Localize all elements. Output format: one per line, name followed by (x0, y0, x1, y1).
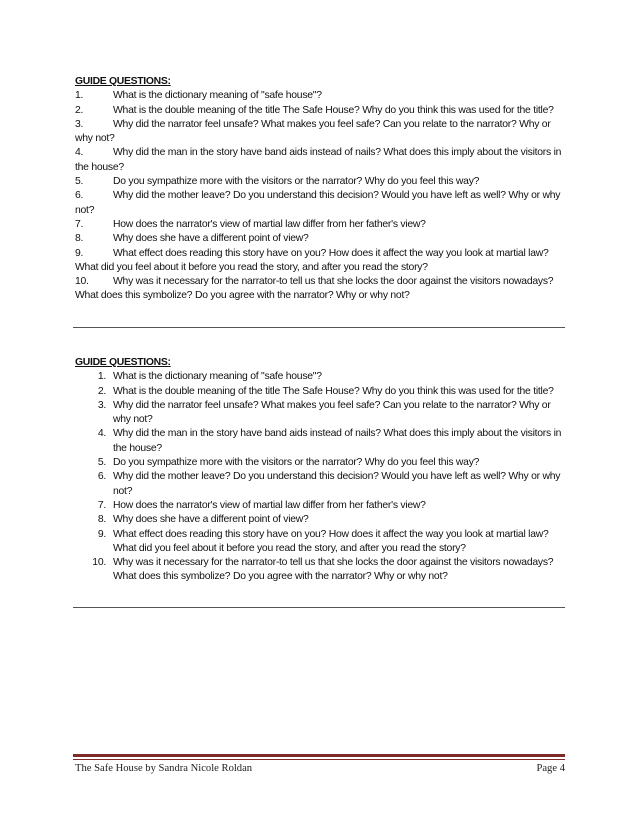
question-number: 4. (75, 147, 84, 159)
question-number: 2. (75, 104, 84, 116)
question-text: What effect does reading this story have on you? How does it affect the way you look at martial law? What did you feel about it before you read the story, and after you read the story? (113, 528, 549, 554)
section-divider (73, 607, 565, 608)
section-heading: GUIDE QUESTIONS: (75, 357, 171, 368)
question-item (75, 456, 567, 470)
question-item (75, 146, 567, 175)
question-text: Why did the narrator feel unsafe? What makes you feel safe? Can you relate to the narrator? Why or why not? (75, 118, 551, 145)
page-number: Page 4 (536, 763, 565, 774)
question-item (75, 175, 567, 189)
section-divider (73, 327, 565, 328)
question-number: 7. (97, 499, 106, 511)
question-number: 9. (97, 528, 106, 540)
question-text: How does the narrator's view of martial law differ from her father's view? (113, 499, 426, 511)
question-text: Do you sympathize more with the visitors or the narrator? Why do you feel this way? (113, 457, 480, 469)
question-number: 6. (75, 190, 84, 202)
question-number: 3. (97, 399, 106, 411)
question-number: 6. (97, 471, 106, 483)
question-number: 1. (97, 371, 106, 383)
question-number: 8. (75, 233, 84, 245)
question-text: Why was it necessary for the narrator-to tell us that she locks the door against the visitors nowadays? What does this symbolize? Do you agree with the narrator? Why or why not? (113, 557, 554, 583)
question-item (75, 189, 567, 218)
question-number: 10. (75, 276, 89, 288)
question-number: 4. (97, 428, 106, 440)
guide-questions-numbered (75, 356, 567, 585)
question-text: Why did the mother leave? Do you understand this decision? Would you have left as well? Why or why not? (113, 471, 561, 497)
question-text: Why was it necessary for the narrator-to tell us that she locks the door against the visitors nowadays? What does this symbolize? Do you agree with the narrator? Why or why not? (75, 276, 554, 302)
question-text: Why does she have a different point of view? (113, 514, 309, 526)
question-item (75, 470, 567, 499)
question-item (75, 528, 567, 557)
question-item (75, 427, 567, 456)
question-item (75, 218, 567, 232)
question-number: 5. (75, 176, 84, 188)
question-text: Why does she have a different point of view? (113, 233, 309, 245)
question-number: 2. (97, 385, 106, 397)
question-text: Do you sympathize more with the visitors or the narrator? Why do you feel this way? (113, 176, 480, 188)
question-item (75, 385, 567, 399)
footer-title: The Safe House by Sandra Nicole Roldan (75, 763, 253, 774)
question-number: 1. (75, 90, 84, 102)
question-text: What is the dictionary meaning of "safe house"? (113, 371, 322, 383)
question-item (75, 104, 567, 118)
question-item (75, 118, 567, 147)
question-number: 8. (97, 514, 106, 526)
guide-questions-plain (75, 75, 567, 304)
question-item (75, 275, 567, 304)
question-item (75, 247, 567, 276)
question-text: How does the narrator's view of martial law differ from her father's view? (113, 218, 426, 230)
question-item (75, 370, 567, 384)
question-text: What is the dictionary meaning of "safe house"? (113, 90, 322, 102)
question-list (75, 370, 567, 584)
question-item (75, 232, 567, 246)
question-item (75, 556, 567, 585)
section-heading: GUIDE QUESTIONS: (75, 76, 171, 87)
question-text: What is the double meaning of the title The Safe House? Why do you think this was used for the title? (113, 104, 554, 116)
question-item (75, 89, 567, 103)
question-item (75, 513, 567, 527)
question-text: Why did the mother leave? Do you understand this decision? Would you have left as well? Why or why not? (75, 190, 561, 216)
question-text: Why did the narrator feel unsafe? What makes you feel safe? Can you relate to the narrator? Why or why not? (113, 399, 551, 426)
question-number: 3. (75, 118, 84, 130)
footer-rule-thin (73, 759, 565, 760)
question-item (75, 399, 567, 428)
question-number: 5. (97, 457, 106, 469)
question-list (75, 89, 567, 303)
question-text: What effect does reading this story have on you? How does it affect the way you look at martial law? What did you feel about it before you read the story, and after you read the story? (75, 247, 549, 273)
question-text: Why did the man in the story have band aids instead of nails? What does this imply about the visitors in the house? (113, 428, 562, 454)
question-number: 9. (75, 247, 84, 259)
question-number: 7. (75, 218, 84, 230)
question-number: 10. (92, 557, 106, 569)
question-item (75, 499, 567, 513)
question-text: Why did the man in the story have band aids instead of nails? What does this imply about the visitors in the house? (75, 147, 562, 173)
footer-rule (73, 754, 565, 757)
question-text: What is the double meaning of the title The Safe House? Why do you think this was used for the title? (113, 385, 554, 397)
